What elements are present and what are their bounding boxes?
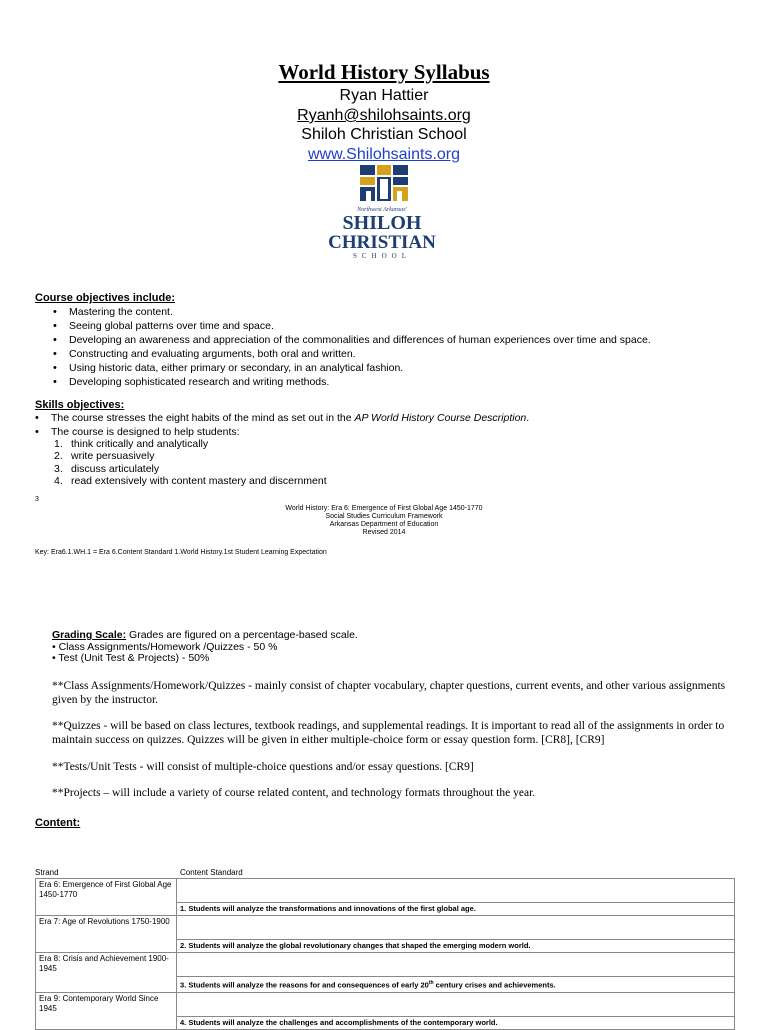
framework-header [0, 505, 768, 537]
skill-number: 1. [54, 438, 63, 450]
email-link[interactable]: Ryanh@shilohsaints.org [297, 107, 471, 124]
grading-intro: Grades are figured on a percentage-based scale. [126, 629, 358, 641]
skill-item [54, 475, 654, 487]
document-title: World History Syllabus [278, 60, 490, 84]
skill-number: 4. [54, 475, 63, 488]
logo-line1: SHILOH [342, 212, 422, 234]
skills-bullet-punct: . [526, 412, 530, 424]
strand-cell: Era 6: Emergence of First Global Age 1450-1770 [36, 879, 177, 916]
course-objectives-list [53, 305, 753, 389]
objective-item: • Developing sophisticated research and writing methods. [53, 375, 753, 389]
website-line[interactable] [0, 145, 768, 165]
objective-item: • Mastering the content. [53, 305, 753, 319]
course-objectives-heading: Course objectives include: [35, 292, 175, 304]
content-heading: Content: [35, 817, 81, 829]
standard-cell [177, 977, 735, 993]
skills-bullet-help: • The course is designed to help students: [35, 425, 735, 439]
skills-bullet-habits [35, 411, 735, 425]
skill-text: read extensively with content mastery and discernment [71, 475, 327, 488]
skills-bullets [35, 411, 735, 439]
skills-objectives-heading: Skills objectives: [35, 399, 125, 411]
instructor-email[interactable] [0, 106, 768, 126]
quizzes-paragraph: **Quizzes - will be based on class lectures, textbook readings, and supplemental readings. It is important to read all of the assignments in order to maintain success on quizzes. Quizzes will be given in either multiple-choice form or essay question form. [CR8], [CR9] [52, 720, 725, 746]
standard-text: 3. Students will analyze the reasons for and consequences of early 20 [180, 980, 429, 990]
objective-item: • Using historic data, either primary or secondary, in an analytical fashion. [53, 361, 753, 375]
grading-heading: Grading Scale: [52, 629, 127, 641]
framework-line1: World History: Era 6: Emergence of First Global Age 1450-1770 [285, 505, 483, 512]
grading-item-assignments: • Class Assignments/Homework /Quizzes - 50 % [52, 640, 278, 653]
table-row [36, 916, 735, 940]
content-table [35, 878, 735, 1030]
strand-cell: Era 8: Crisis and Achievement 1900-1945 [36, 953, 177, 993]
grading-scale [52, 630, 732, 665]
website-link[interactable]: www.Shilohsaints.org [307, 146, 461, 163]
skills-numbered-list [54, 438, 654, 488]
grading-heading-line [52, 630, 732, 642]
logo-line2: CHRISTIAN [328, 232, 436, 253]
tests-paragraph: **Tests/Unit Tests - will consist of multiple-choice questions and/or essay questions. [CR9] [52, 761, 474, 773]
standard-cell: 1. Students will analyze the transformations and innovations of the first global age. [177, 903, 735, 916]
objective-item: • Constructing and evaluating arguments, both oral and written. [53, 347, 753, 361]
logo-tagline: Northwest Arkansas' [357, 207, 407, 213]
col-strand: Strand [35, 868, 59, 877]
objective-item: • Seeing global patterns over time and space. [53, 319, 753, 333]
objective-item: • Developing an awareness and appreciation of the commonalities and differences of human experiences over time and space. [53, 333, 753, 347]
framework-line3: Arkansas Department of Education [329, 521, 439, 528]
table-row [36, 992, 735, 1016]
skill-number: 3. [54, 462, 63, 475]
skill-text: discuss articulately [71, 462, 160, 475]
skill-number: 2. [54, 450, 63, 463]
strand-cell: Era 9: Contemporary World Since 1945 [36, 992, 177, 1029]
skill-item [54, 438, 654, 450]
empty-cell [177, 879, 735, 903]
assignments-paragraph: **Class Assignments/Homework/Quizzes - mainly consist of chapter vocabulary, chapter questions, current events, and other various assignments given by the instructor. [52, 680, 726, 706]
skills-bullet-text: The course stresses the eight habits of the mind as set out in the [51, 412, 355, 424]
standard-cell: 2. Students will analyze the global revolutionary changes that shaped the emerging modern world. [177, 940, 735, 953]
grading-item-tests: • Test (Unit Test & Projects) - 50% [52, 652, 210, 664]
empty-cell [177, 992, 735, 1016]
standard-sup: th [428, 980, 434, 986]
framework-line4: Revised 2014 [362, 529, 406, 536]
skill-item [54, 463, 654, 475]
empty-cell [177, 953, 735, 977]
standard-text-end: century crises and achievements. [433, 980, 556, 990]
instructor-name: Ryan Hattier [339, 87, 429, 104]
strand-cell: Era 7: Age of Revolutions 1750-1900 [36, 916, 177, 953]
skill-text: think critically and analytically [71, 438, 209, 450]
page-number: 3 [35, 496, 39, 503]
skill-item [54, 450, 654, 462]
school-logo [310, 165, 455, 265]
col-content-standard: Content Standard [180, 868, 243, 877]
standard-cell: 4. Students will analyze the challenges and accomplishments of the contemporary world. [177, 1016, 735, 1029]
school-logo-mark [310, 165, 455, 265]
ap-course-description: AP World History Course Description [354, 412, 527, 424]
empty-cell [177, 916, 735, 940]
projects-paragraph: **Projects – will include a variety of course related content, and technology formats throughout the year. [52, 787, 536, 799]
logo-line3: SCHOOL [352, 252, 412, 260]
skill-text: write persuasively [71, 450, 155, 463]
table-row [36, 879, 735, 903]
school-name: Shiloh Christian School [301, 126, 467, 143]
table-row [36, 953, 735, 977]
framework-line2: Social Studies Curriculum Framework [325, 513, 443, 520]
framework-key: Key: Era6.1.WH.1 = Era 6.Content Standard 1.World History.1st Student Learning Expectation [35, 549, 327, 556]
